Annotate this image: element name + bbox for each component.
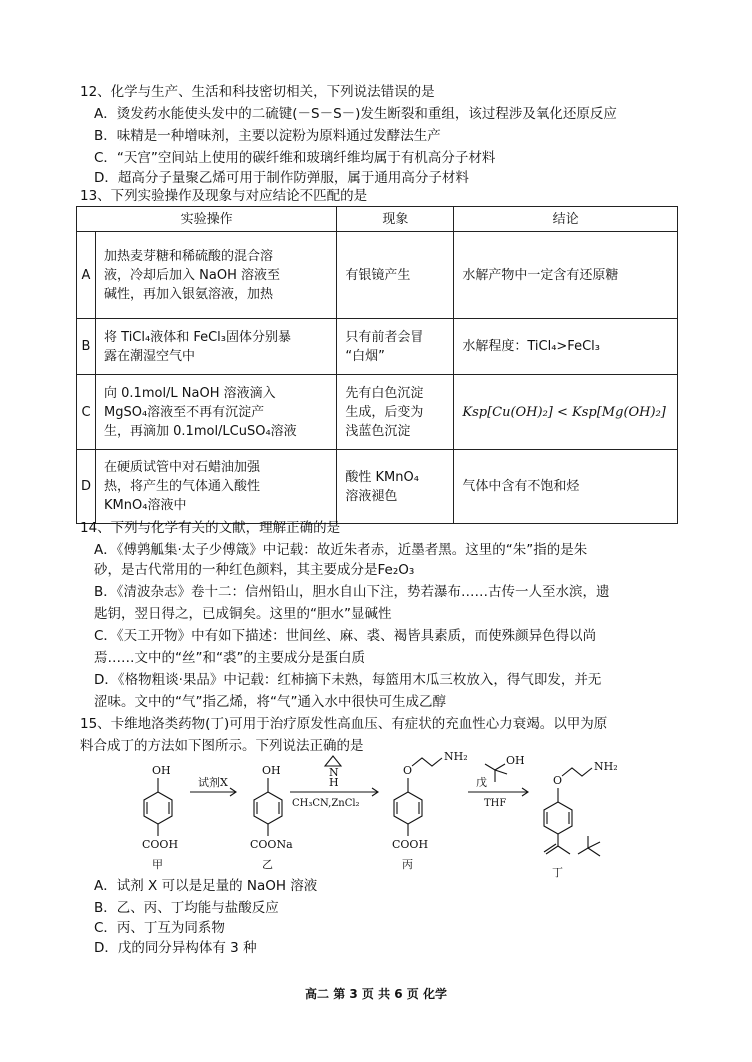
text-line: 向 0.1mol/L NaOH 溶液滴入 [104, 385, 276, 401]
q15-option-a: A．试剂 X 可以是足量的 NaOH 溶液 [94, 878, 318, 894]
row-label: C [77, 375, 96, 450]
compound-name: 乙 [262, 858, 273, 871]
q15-stem: 15、卡维地洛类药物(丁)可用于治疗原发性高血压、有症状的充血性心力衰竭。以甲为原 [80, 716, 608, 732]
q14-line: 砂，是古代常用的一种红色颜料，其主要成分是Fe₂O₃ [94, 562, 415, 578]
header-operation: 实验操作 [77, 207, 337, 232]
label-o: O [553, 774, 563, 787]
text-line: 浅蓝色沉淀 [345, 423, 411, 439]
label-nh2: NH₂ [444, 750, 468, 763]
phenomenon-cell [337, 450, 454, 524]
q12-option-b: B．味精是一种增味剂，主要以淀粉为原料通过发酵法生产 [94, 128, 441, 144]
reaction-arrow-1 [190, 788, 236, 796]
text-line: 有银镜产生 [345, 267, 411, 283]
label-oh: OH [262, 764, 281, 777]
table-row [77, 450, 678, 524]
benzene-ring-bing [394, 758, 442, 836]
q14-line: C．《天工开物》中有如下描述：世间丝、麻、裘、褐皆具素质，而使殊颜异色得以尚 [94, 628, 597, 644]
benzene-ring-yi [254, 778, 282, 836]
q15-option-d: D．戊的同分异构体有 3 种 [94, 940, 257, 956]
q14-line: D．《格物粗谈·果品》中记载：红柿摘下未熟，每篮用木瓜三枚放入，得气即发，并无 [94, 672, 602, 688]
aziridine-h: H [329, 776, 339, 789]
row-label: D [77, 450, 96, 524]
header-conclusion: 结论 [454, 207, 678, 232]
phenomenon-cell [337, 232, 454, 319]
operation-cell [96, 375, 337, 450]
table-row [77, 232, 678, 319]
header-phenomenon: 现象 [337, 207, 454, 232]
text-line: 加热麦芽糖和稀硫酸的混合溶 [104, 248, 274, 264]
aziridine-ring [325, 756, 341, 766]
text-line: 酸性 KMnO₄ [345, 469, 419, 485]
q14-line: B．《清波杂志》卷十二：信州铅山，胆水自山下注，势若瀑布……古传一人至水滨，遗 [94, 584, 610, 600]
text-line: 碱性，再加入银氨溶液，加热 [104, 286, 274, 302]
conclusion-cell: 水解程度：TiCl₄>FeCl₃ [454, 319, 678, 375]
aziridine-n: N [329, 766, 339, 779]
q15-stem-cont: 料合成丁的方法如下图所示。下列说法正确的是 [80, 738, 364, 754]
q14-line: A．《傅鹑觚集·太子少傅箴》中记载：故近朱者赤，近墨者黑。这里的“朱”指的是朱 [94, 542, 588, 558]
label-oh: OH [152, 764, 171, 777]
compound-name: 丙 [402, 858, 413, 871]
text-line: 液，冷却后加入 NaOH 溶液至 [104, 267, 280, 283]
text-line: 只有前者会冒 [345, 329, 424, 345]
q12-option-c: C．“天宫”空间站上使用的碳纤维和玻璃纤维均属于有机高分子材料 [94, 150, 496, 166]
operation-cell [96, 319, 337, 375]
reagent-wu: 戊 [476, 776, 487, 789]
text-line: MgSO₄溶液至不再有沉淀产 [104, 404, 265, 420]
synthesis-scheme [110, 750, 670, 880]
conclusion-cell: 水解产物中一定含有还原糖 [454, 232, 678, 319]
text-line: 将 TiCl₄液体和 FeCl₃固体分别暴 [104, 329, 291, 345]
benzene-ring-jia [144, 778, 172, 836]
reagent-solvent: CH₃CN,ZnCl₂ [292, 798, 360, 809]
phenomenon-cell [337, 319, 454, 375]
q14-line: 涩味。文中的“气”指乙烯，将“气”通入水中很快可生成乙醇 [94, 694, 446, 710]
label-nh2: NH₂ [594, 760, 618, 773]
text-line: 生成，后变为 [345, 404, 424, 420]
compound-name: 甲 [152, 858, 163, 871]
text-line: 露在潮湿空气中 [104, 348, 196, 364]
q13-table [76, 206, 678, 524]
text-line: 溶液褪色 [345, 488, 398, 504]
q12-stem: 12、化学与生产、生活和科技密切相关，下列说法错误的是 [80, 84, 435, 100]
text-line: 生，再滴加 0.1mol/LCuSO₄溶液 [104, 423, 297, 439]
q14-line: 匙钥，翌日得之，已成铜矣。这里的“胆水”显碱性 [94, 606, 392, 622]
label-coona: COONa [250, 838, 293, 851]
text-line: 在硬质试管中对石蜡油加强 [104, 460, 261, 475]
q14-stem: 14、下列与化学有关的文献，理解正确的是 [80, 520, 341, 536]
phenomenon-cell [337, 375, 454, 450]
text-line: 热，将产生的气体通入酸性 [104, 479, 261, 494]
compound-name: 丁 [552, 866, 563, 879]
reaction-arrow-2 [290, 788, 378, 796]
q13-stem: 13、下列实验操作及现象与对应结论不匹配的是 [80, 188, 368, 204]
label-cooh: COOH [142, 838, 179, 851]
text-line: “白烟” [345, 348, 385, 364]
text-line: KMnO₄溶液中 [104, 498, 187, 513]
operation-cell [96, 232, 337, 319]
table-row [77, 319, 678, 375]
row-label: A [77, 232, 96, 319]
table-row [77, 375, 678, 450]
conclusion-cell: 气体中含有不饱和烃 [454, 450, 678, 524]
tert-butanol [485, 764, 507, 782]
q14-line: 焉……文中的“丝”和“裘”的主要成分是蛋白质 [94, 650, 365, 666]
q15-option-c: C．丙、丁互为同系物 [94, 920, 225, 936]
q12-option-a: A．烫发药水能使头发中的二硫键(－S－S－)发生断裂和重组，该过程涉及氧化还原反应 [94, 106, 617, 122]
label-o: O [403, 764, 413, 777]
text-line: 先有白色沉淀 [345, 385, 424, 401]
table-header-row [77, 207, 678, 232]
q15-option-b: B．乙、丙、丁均能与盐酸反应 [94, 900, 279, 916]
row-label: B [77, 319, 96, 375]
conclusion-cell: Ksp[Cu(OH)₂] < Ksp[Mg(OH)₂] [454, 375, 678, 450]
q12-option-d: D．超高分子量聚乙烯可用于制作防弹服，属于通用高分子材料 [94, 170, 469, 186]
label-cooh: COOH [392, 838, 429, 851]
reaction-arrow-3 [468, 788, 528, 796]
reagent-thf: THF [484, 798, 507, 809]
label-oh: OH [506, 754, 525, 767]
reagent-x: 试剂X [198, 776, 228, 789]
operation-cell [96, 450, 337, 524]
page-footer: 高二 第 3 页 共 6 页 化学 [305, 987, 447, 1001]
